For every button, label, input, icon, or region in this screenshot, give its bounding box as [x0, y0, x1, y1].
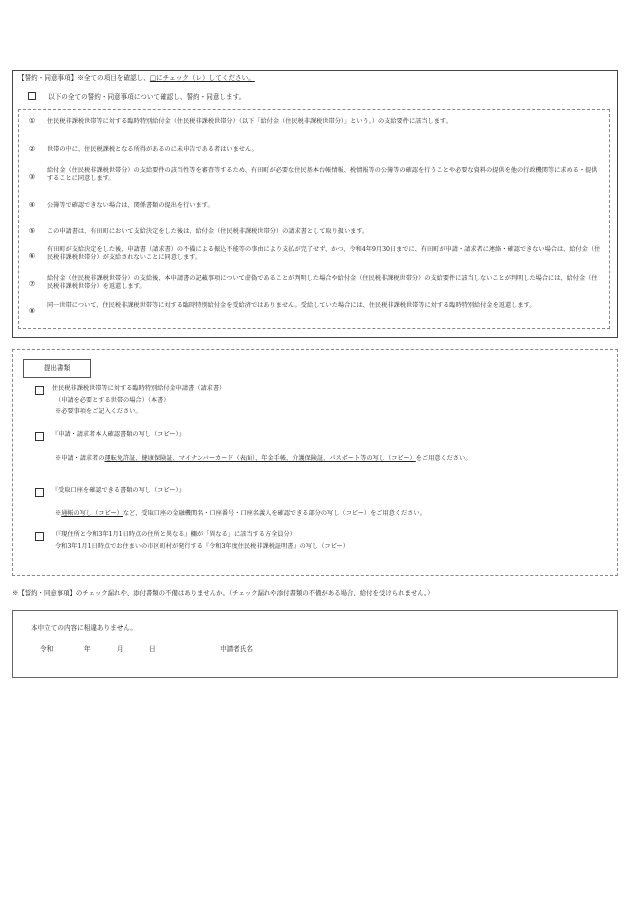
pledge-item-text: この申請書は、有田町において支給決定をした後は、給付金（住民税非課税世帯分）の請求書として取り扱います。	[47, 228, 369, 235]
agree-all-label: 以下の全ての誓約・同意事項について確認し、誓約・同意します。	[48, 93, 246, 101]
pledge-items-box	[18, 109, 610, 329]
item-number: ①	[28, 117, 36, 125]
doc-account-note-ul: 通帳の写し（コピー）	[61, 510, 123, 517]
doc-id-checkbox[interactable]	[35, 432, 44, 441]
pledge-item-text: 公簿等で確認できない場合は、関係書類の提出を行います。	[47, 202, 214, 209]
item-number: ⑦	[28, 280, 36, 288]
pledge-item-text: 給付金（住民税非課税世帯分）の支給要件の該当性等を審査等するため、有田町が必要な住民基本台帳情報、税情報等の公簿等の確認を行うことや必要な資料の提供を他の行政機関等に求める・提供することに同意します。	[47, 167, 598, 183]
doc-application-sub: （申請を必要とする世帯の場合）（本書）	[55, 397, 170, 404]
item-number: ⑧	[28, 307, 36, 315]
pledge-item-text: 給付金（住民税非課税世帯分）の支給後、本申請書の記載事項について虚偽であることが判明した場合や給付金（住民税非課税世帯分）の支給要件に該当しないことが判明した場合には、給付金（住民税非課税世帯分）を返還します。	[47, 275, 598, 291]
date-month-label: 月	[117, 645, 124, 653]
doc-id-label: 『申請・請求者本人確認書類の写し（コピー）』	[52, 431, 185, 438]
date-year-label: 年	[84, 645, 91, 653]
pledge-header-instruction: □にチェック（レ）してください。	[149, 74, 255, 82]
pledge-item-text: 世帯の中に、住民税課税となる所得があるのに未申告である者はいません。	[47, 146, 258, 153]
doc-application-label: 住民税非課税世帯等に対する臨時特別給付金申請書（請求書）	[52, 385, 226, 392]
doc-account-note-suffix: など、受取口座の金融機関名・口座番号・口座名義人を確認できる部分の写し（コピー）をご用意ください。	[122, 510, 426, 517]
doc-application-checkbox[interactable]	[35, 386, 44, 395]
doc-id-note-suffix: をご用意ください。	[415, 455, 472, 462]
pledge-header	[18, 74, 255, 83]
pledge-item-text: 同一世帯について、住民税非課税世帯等に対する臨時特別給付金を受給済ではありません。受給していた場合には、住民税非課税世帯等に対する臨時特別給付金を返還します。	[47, 302, 536, 309]
date-era-label: 令和	[40, 645, 54, 653]
agree-all-checkbox[interactable]	[28, 92, 36, 100]
declaration-statement: 本申立ての内容に相違ありません。	[31, 624, 137, 632]
pledge-item-text: 住民税非課税世帯等に対する臨時特別給付金（住民税非課税世帯分）（以下「給付金（住民税非課税世帯分）」という。）の支給要件に該当します。	[47, 118, 452, 125]
item-number: ④	[28, 201, 36, 209]
doc-id-note	[55, 455, 471, 463]
doc-account-checkbox[interactable]	[35, 488, 44, 497]
item-number: ②	[28, 145, 36, 153]
documents-title-box	[23, 359, 91, 378]
applicant-name-label: 申請者氏名	[220, 645, 253, 653]
item-number: ⑤	[28, 227, 36, 235]
doc-application-note: ※必要事項をご記入ください。	[55, 408, 142, 415]
doc-id-note-prefix: ※申請・請求者の	[55, 455, 105, 462]
pledge-item-text: 有田町が支給決定をした後、申請書（請求書）の不備による振込不能等の事由により支払が完了せず、かつ、令和4年9月30日までに、有田町が申請・請求者に連絡・確認できない場合は、給付金（住民税非課税世帯分）が支給されないことに同意します。	[47, 246, 601, 262]
doc-tax-certificate-label: （『現住所と令和3年1月1日時点の住所と異なる』欄が「異なる」に該当する方全員分）	[52, 531, 296, 538]
doc-account-note-prefix: ※	[55, 510, 62, 517]
applicant-name-field[interactable]	[262, 640, 592, 656]
item-number: ③	[28, 173, 36, 181]
item-number: ⑥	[28, 252, 36, 260]
doc-account-label: 『受取口座を確認できる書類の写し（コピー）』	[52, 487, 185, 494]
pledge-header-text: 【誓約・同意事項】※全ての項目を確認し、	[18, 74, 150, 82]
doc-id-note-list: 運転免許証、健康保険証、マイナンバーカード（表面）、年金手帳、介護保険証、パスポート等の写し（コピー）	[104, 455, 416, 462]
documents-title: 提出書類	[43, 364, 71, 372]
date-day-label: 日	[149, 645, 156, 653]
doc-tax-certificate-sub: 令和3年1月1日時点でお住まいの市区町村が発行する『令和3年度住民税非課税証明書』の写し（コピー）	[55, 543, 349, 550]
agree-all-row	[28, 92, 245, 102]
doc-tax-certificate-checkbox[interactable]	[35, 532, 44, 541]
final-check-warning: ※【誓約・同意事項】のチェック漏れや、添付書類の不備はありませんか。（チェック漏れや添付書類の不備がある場合、給付を受けられません。）	[12, 589, 434, 597]
doc-account-note	[55, 510, 426, 518]
